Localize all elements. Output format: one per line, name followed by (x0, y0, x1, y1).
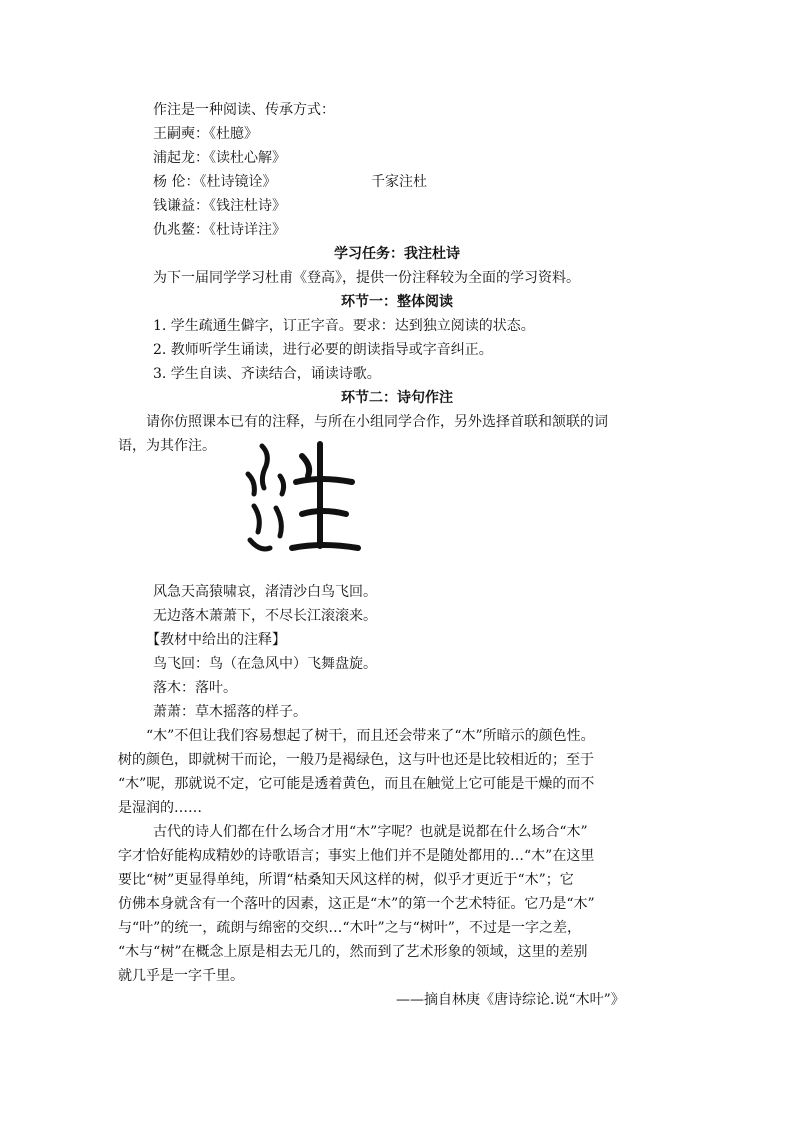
note-item: 萧萧：草木摇落的样子。 (153, 704, 307, 720)
excerpt-line: 仿佛本身就含有一个落叶的因素，这正是“木”的第一个艺术特征。它乃是“木” (118, 896, 595, 912)
note-item: 落木：落叶。 (153, 680, 237, 696)
note-item: 鸟飞回：鸟（在急风中）飞舞盘旋。 (153, 656, 377, 672)
work-title: 《读杜心解》 (209, 150, 286, 166)
notes-heading: 【教材中给出的注释】 (146, 632, 286, 648)
work-item (153, 220, 286, 240)
work-item (153, 196, 286, 216)
excerpt-line: “木与“树”在概念上原是相去无几的，然而到了艺术形象的领域，这里的差别 (118, 944, 588, 960)
work-item (153, 172, 276, 192)
section1-item: 2. 教师听学生诵读，进行必要的朗读指导或字音纠正。 (153, 342, 493, 358)
intro-lead: 作注是一种阅读、传承方式： (153, 102, 335, 118)
section1-heading: 环节一：整体阅读 (341, 294, 453, 310)
work-author: 钱谦益： (153, 198, 209, 214)
poem-line: 无边落木萧萧下，不尽长江滚滚来。 (153, 608, 377, 624)
excerpt-line: 古代的诗人们都在什么场合才用“木”字呢？也就是说都在什么场合“木” (153, 824, 588, 840)
work-author: 仇兆鳌： (153, 222, 209, 238)
excerpt-source: ——摘自林庚《唐诗综论.说“木叶”》 (396, 992, 625, 1008)
excerpt-line: 与“叶”的统一，疏朗与绵密的交织…“木叶”之与“树叶”，不过是一字之差， (118, 920, 581, 936)
section2-instruction: 语，为其作注。 (118, 438, 216, 454)
excerpt-line: 字才恰好能构成精妙的诗歌语言；事实上他们并不是随处都用的…“木”在这里 (118, 848, 595, 864)
section1-item: 1. 学生疏通生僻字，订正字音。要求：达到独立阅读的状态。 (153, 318, 535, 334)
work-title: 《钱注杜诗》 (209, 198, 286, 214)
work-title: 《杜臆》 (209, 126, 258, 142)
section2-instruction: 请你仿照课本已有的注释，与所在小组同学合作，另外选择首联和颔联的词 (146, 414, 608, 430)
task-heading: 学习任务：我注杜诗 (334, 246, 460, 262)
section2-heading: 环节二：诗句作注 (341, 390, 453, 406)
excerpt-line: 是湿润的…… (118, 800, 202, 816)
work-item (153, 148, 286, 168)
work-item (153, 124, 258, 144)
seal-script-zhu-glyph (240, 436, 366, 564)
excerpt-line: 树的颜色，即就树干而论，一般乃是褐绿色，这与叶也还是比较相近的；至于 (118, 752, 594, 768)
work-title: 《杜诗镜诠》 (199, 174, 277, 190)
task-desc: 为下一届同学学习杜甫《登高》，提供一份注释较为全面的学习资料。 (153, 270, 580, 286)
section1-item: 3. 学生自读、齐读结合，诵读诗歌。 (153, 366, 381, 382)
poem-line: 风急天高猿啸哀，渚清沙白鸟飞回。 (153, 584, 377, 600)
excerpt-line: “木”呢，那就说不定，它可能是透着黄色，而且在触觉上它可能是干燥的而不 (118, 776, 595, 792)
excerpt-line: 要比“树”更显得单纯，所谓“枯桑知天风这样的树，似乎才更近于“木”；它 (118, 872, 574, 888)
work-author: 杨 伦： (153, 174, 200, 190)
work-author: 浦起龙： (153, 150, 209, 166)
work-author: 王嗣奭： (153, 126, 209, 142)
excerpt-line: “木”不但让我们容易想起了树干，而且还会带来了“木”所暗示的颜色性。 (146, 728, 595, 744)
side-note: 千家注杜 (371, 174, 427, 190)
excerpt-line: 就几乎是一字千里。 (118, 968, 244, 984)
work-title: 《杜诗详注》 (209, 222, 286, 238)
